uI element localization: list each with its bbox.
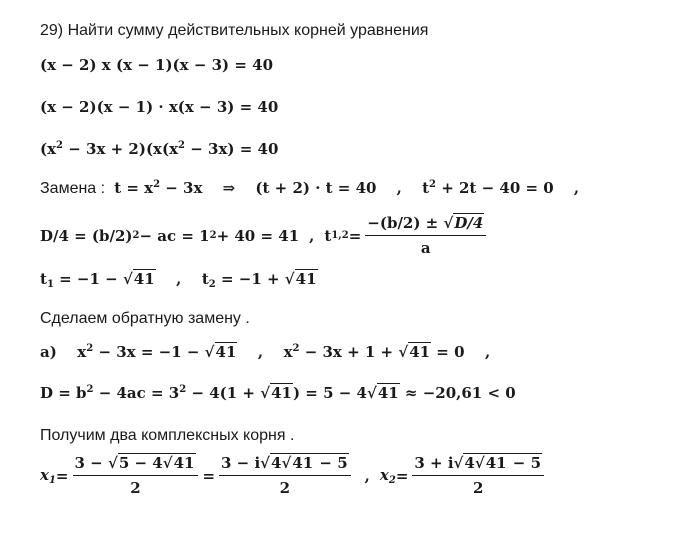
substitution-line: Замена : $t = x^2 - 3x$ ⇒ (t + 2) · t = 40 , $t^2 + 2t - 40 = 0$ ,: [40, 179, 580, 197]
x1-fraction-b: $\frac{3 - i√4√41 - 5}{2}$: [219, 454, 351, 497]
complex-roots-label: Получим два комплексных корня .: [40, 427, 295, 444]
t12-fraction: $\frac{-(b/2) \pm √D/4}{a}$: [365, 214, 486, 257]
case-a-line: а) $x^2 - 3x = -1 - √41$ , $x^2 - 3x + 1 + √41 = 0$ ,: [40, 343, 491, 361]
discriminant-2-line: $D = b^2 - 4ac = 3^2 - 4(1 + √41) = 5 - 4√41 \approx -20,61 < 0$: [40, 384, 516, 402]
problem-number: 29): [40, 22, 64, 39]
equation-1: (x − 2) x (x − 1)(x − 3) = 40: [40, 56, 274, 74]
problem-text: Найти сумму действительных корней уравнения: [67, 22, 429, 39]
x2-fraction: $\frac{3 + i√4√41 - 5}{2}$: [412, 454, 544, 497]
reverse-substitution-label: Сделаем обратную замену .: [40, 310, 250, 327]
t-roots-line: $t_1 = -1 - √41$ , $t_2 = -1 + √41$: [40, 270, 317, 290]
equation-3: $(x^2 - 3x + 2)(x(x^2 - 3x) = 40$: [40, 140, 279, 158]
discriminant-1-line: D/4 = (b/2) 2 − ac = 1 2 + 40 = 41 , t 1,2 = $\frac{-(b/2) \pm √D/4}{a}$: [40, 214, 490, 257]
x1-fraction-a: $\frac{3 - √5 - 4√41}{2}$: [73, 454, 199, 497]
problem-title: [40, 22, 428, 40]
equation-2: (x − 2)(x − 1) · x(x − 3) = 40: [40, 98, 279, 116]
substitution-label: Замена :: [40, 180, 106, 197]
complex-roots-line: $x_1$ = $\frac{3 - √5 - 4√41}{2}$ = $\frac{3 - i√4√41 - 5}{2}$ , $x_2$ = $\frac{3 + i√4√41 - 5}{2}$: [40, 454, 548, 497]
implies-arrow: ⇒: [222, 179, 236, 197]
